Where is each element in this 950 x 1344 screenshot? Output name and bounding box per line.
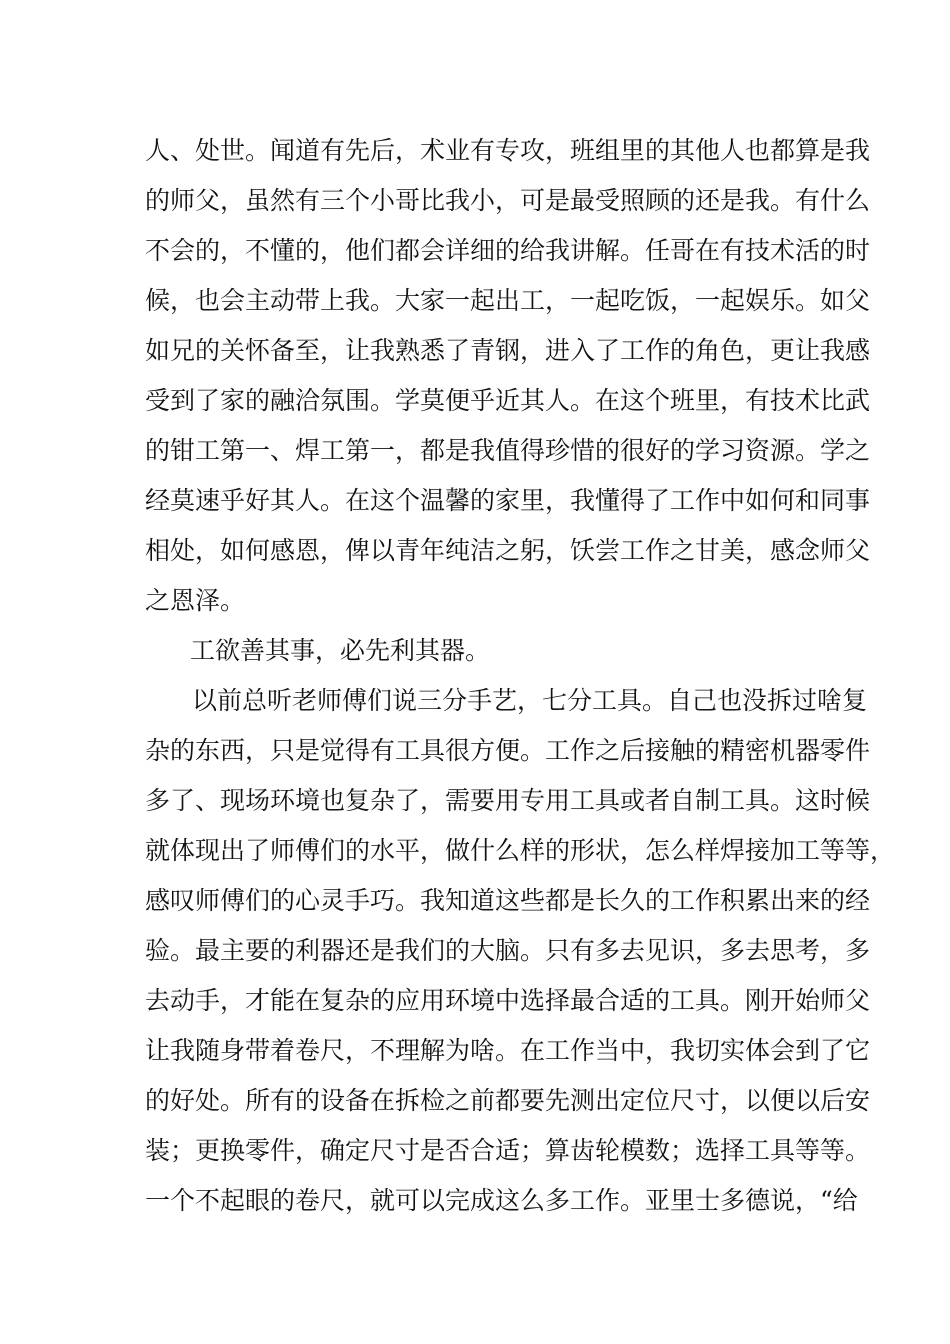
- text-line: 去动手，才能在复杂的应用环境中选择最合适的工具。刚开始师父: [145, 986, 871, 1015]
- text-line: 装；更换零件，确定尺寸是否合适；算齿轮模数；选择工具等等。: [145, 1136, 871, 1165]
- text-line: 如兄的关怀备至，让我熟悉了青钢，进入了工作的角色，更让我感: [145, 336, 871, 365]
- text-line: 之恩泽。: [145, 586, 246, 615]
- section-heading: 工欲善其事，必先利其器。: [190, 636, 491, 665]
- text-line: 杂的东西，只是觉得有工具很方便。工作之后接触的精密机器零件: [145, 736, 871, 765]
- text-line: 候，也会主动带上我。大家一起出工，一起吃饭，一起娱乐。如父: [145, 286, 871, 315]
- text-line: 多了、现场环境也复杂了，需要用专用工具或者自制工具。这时候: [145, 786, 871, 815]
- text-line: 让我随身带着卷尺，不理解为啥。在工作当中，我切实体会到了它: [145, 1036, 871, 1065]
- text-line: 不会的，不懂的，他们都会详细的给我讲解。任哥在有技术活的时: [145, 236, 871, 265]
- text-line: 人、处世。闻道有先后，术业有专攻，班组里的其他人也都算是我: [145, 136, 871, 165]
- text-line: 的好处。所有的设备在拆检之前都要先测出定位尺寸，以便以后安: [145, 1086, 871, 1115]
- text-line: 的师父，虽然有三个小哥比我小，可是最受照顾的还是我。有什么: [145, 186, 871, 215]
- paragraph-first-line: 以前总听老师傅们说三分手艺，七分工具。自己也没拆过啥复: [192, 686, 868, 715]
- text-line: 感叹师傅们的心灵手巧。我知道这些都是长久的工作积累出来的经: [145, 886, 871, 915]
- text-line: 一个不起眼的卷尺，就可以完成这么多工作。亚里士多德说，“给: [145, 1186, 858, 1215]
- text-line: 相处，如何感恩，俾以青年纯洁之躬，饫尝工作之甘美，感念师父: [145, 536, 871, 565]
- text-line: 验。最主要的利器还是我们的大脑。只有多去见识，多去思考，多: [145, 936, 871, 965]
- text-line: 经莫速乎好其人。在这个温馨的家里，我懂得了工作中如何和同事: [145, 486, 871, 515]
- text-line: 的钳工第一、焊工第一，都是我值得珍惜的很好的学习资源。学之: [145, 436, 871, 465]
- text-line: 就体现出了师傅们的水平，做什么样的形状，怎么样焊接加工等等，: [145, 836, 896, 865]
- text-line: 受到了家的融洽氛围。学莫便乎近其人。在这个班里，有技术比武: [145, 386, 871, 415]
